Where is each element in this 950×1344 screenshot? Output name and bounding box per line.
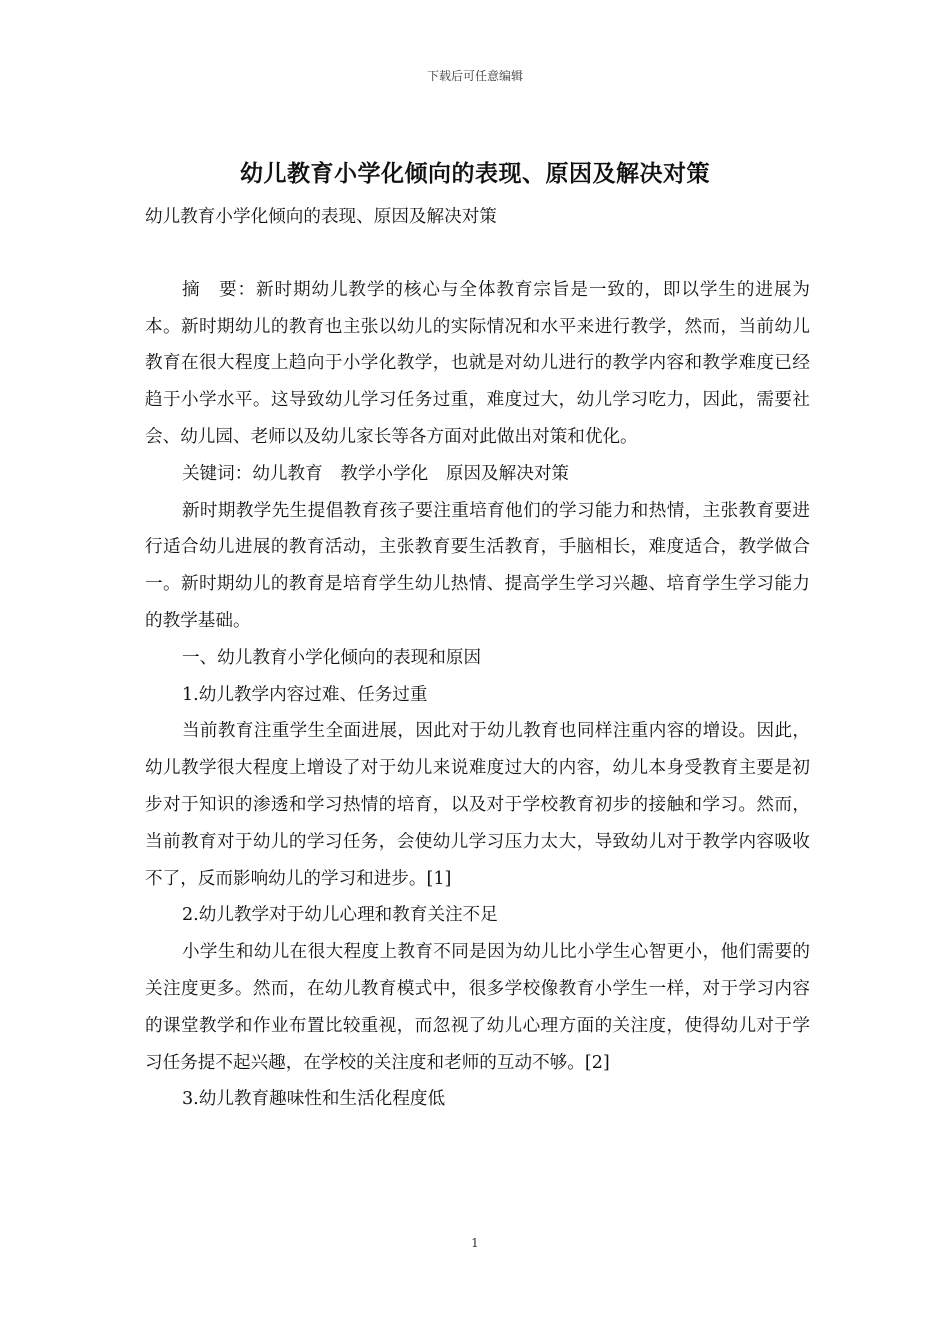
subtitle: 幼儿教育小学化倾向的表现、原因及解决对策 (145, 207, 497, 227)
header-note: 下载后可任意编辑 (426, 69, 523, 83)
item-heading: 1.幼儿教学内容过难、任务过重 (181, 684, 428, 705)
item-paragraph: 当前教育注重学生全面进展，因此对于幼儿教育也同样注重内容的增设。因此，幼儿教学很大程度上增设了对于幼儿来说难度过大的内容，幼儿本身受教育主要是初步对于知识的渗透和学习热情的培育，以及对于学校教育初步的接触和学习。然而，当前教育对于幼儿的学习任务，会使幼儿学习压力太大，导致幼儿对于教学内容吸收不了，反而影响幼儿的学习和进步。[1] (145, 721, 810, 889)
item-paragraph: 小学生和幼儿在很大程度上教育不同是因为幼儿比小学生心智更小，他们需要的关注度更多。然而，在幼儿教育模式中，很多学校像教育小学生一样，对于学习内容的课堂教学和作业布置比较重视，而忽视了幼儿心理方面的关注度，使得幼儿对于学习任务提不起兴趣，在学校的关注度和老师的互动不够。[2] (145, 942, 810, 1073)
item-heading: 2.幼儿教学对于幼儿心理和教育关注不足 (181, 905, 498, 926)
section-heading: 一、幼儿教育小学化倾向的表现和原因 (181, 647, 482, 668)
abstract-paragraph: 摘 要：新时期幼儿教学的核心与全体教育宗旨是一致的，即以学生的进展为本。新时期幼儿的教育也主张以幼儿的实际情况和水平来进行教学，然而，当前幼儿教育在很大程度上趋向于小学化教学，也就是对幼儿进行的教学内容和教学难度已经趋于小学水平。这导致幼儿学习任务过重，难度过大，幼儿学习吃力，因此，需要社会、幼儿园、老师以及幼儿家长等各方面对此做出对策和优化。 (145, 279, 810, 447)
item-heading: 3.幼儿教育趣味性和生活化程度低 (181, 1089, 446, 1110)
keywords-paragraph: 关键词：幼儿教育 教学小学化 原因及解决对策 (181, 463, 570, 484)
page-number: 1 (471, 1236, 479, 1250)
blank-line (145, 236, 810, 272)
document-body (145, 199, 810, 1118)
intro-paragraph: 新时期教学先生提倡教育孩子要注重培育他们的学习能力和热情，主张教育要进行适合幼儿进展的教育活动，主张教育要生活教育，手脑相长，难度适合，教学做合一。新时期幼儿的教育是培育学生幼儿热情、提高学生学习兴趣、培育学生学习能力的教学基础。 (145, 500, 810, 631)
document-title: 幼儿教育小学化倾向的表现、原因及解决对策 (240, 160, 710, 187)
